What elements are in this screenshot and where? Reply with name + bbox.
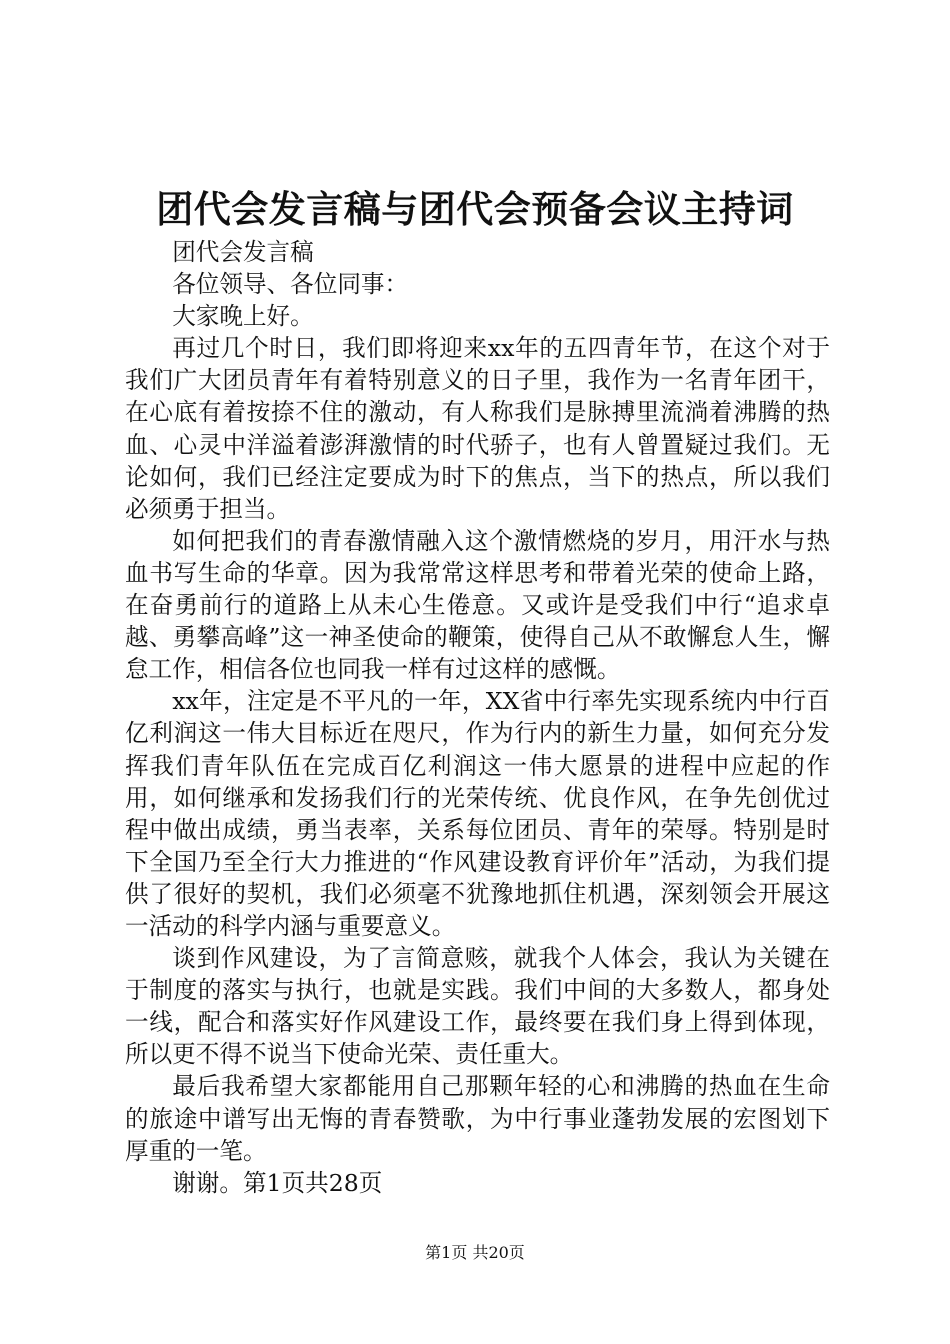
page-footer: 第1页 共20页 bbox=[425, 1243, 525, 1262]
paragraph-greeting: 大家晚上好。 bbox=[172, 302, 314, 331]
document-title: 团代会发言稿与团代会预备会议主持词 bbox=[156, 187, 794, 231]
paragraph-salutation: 各位领导、各位同事： bbox=[172, 270, 409, 299]
paragraph: 再过几个时日，我们即将迎来xx年的五四青年节，在这个对于我们广大团员青年有着特别意义的日子里，我作为一名青年团干，在心底有着按捺不住的激动，有人称我们是脉搏里流淌着沸腾的热血、心灵中洋溢着澎湃激情的时代骄子，也有人曾置疑过我们。无论如何，我们已经注定要成为时下的焦点，当下的热点，所以我们必须勇于担当。 bbox=[125, 334, 830, 523]
paragraph: 谈到作风建设，为了言简意赅，就我个人体会，我认为关键在于制度的落实与执行，也就是实践。我们中间的大多数人，都身处一线，配合和落实好作风建设工作，最终要在我们身上得到体现，所以更不得不说当下使命光荣、责任重大。 bbox=[125, 944, 830, 1069]
document-body bbox=[125, 236, 830, 1199]
paragraph: 如何把我们的青春激情融入这个激情燃烧的岁月，用汗水与热血书写生命的华章。因为我常常这样思考和带着光荣的使命上路，在奋勇前行的道路上从未心生倦意。又或许是受我们中行“追求卓越、勇攀高峰”这一神圣使命的鞭策，使得自己从不敢懈怠人生，懈怠工作，相信各位也同我一样有过这样的感慨。 bbox=[125, 526, 830, 684]
paragraph: xx年，注定是不平凡的一年，XX省中行率先实现系统内中行百亿利润这一伟大目标近在咫尺，作为行内的新生力量，如何充分发挥我们青年队伍在完成百亿利润这一伟大愿景的进程中应起的作用，如何继承和发扬我们行的光荣传统、优良作风，在争先创优过程中做出成绩，勇当表率，关系每位团员、青年的荣辱。特别是时下全国乃至全行大力推进的“作风建设教育评价年”活动，为我们提供了很好的契机，我们必须毫不犹豫地抓住机遇，深刻领会开展这一活动的科学内涵与重要意义。 bbox=[125, 687, 830, 940]
paragraph-heading: 团代会发言稿 bbox=[172, 238, 314, 266]
paragraph-closing: 谢谢。第1页共28页 bbox=[172, 1168, 383, 1197]
paragraph: 最后我希望大家都能用自己那颗年轻的心和沸腾的热血在生命的旅途中谱写出无悔的青春赞歌，为中行事业蓬勃发展的宏图划下厚重的一笔。 bbox=[125, 1072, 830, 1165]
